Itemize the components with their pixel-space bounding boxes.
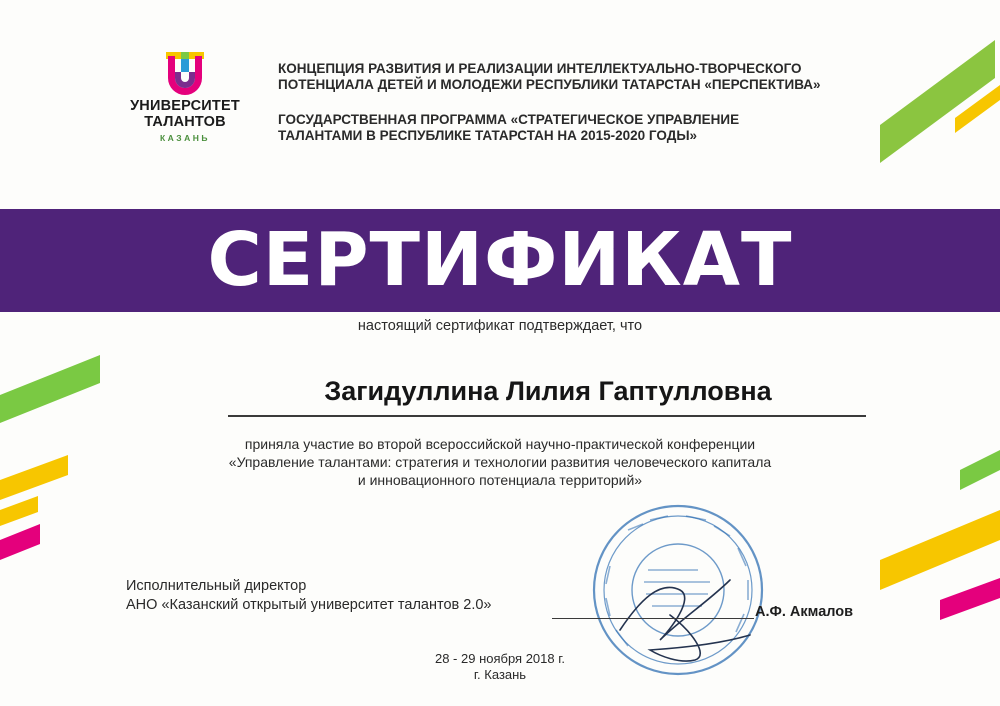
logo-text-line-2: ТАЛАНТОВ — [144, 114, 226, 130]
university-logo-icon — [159, 48, 211, 98]
signature-line — [552, 618, 754, 619]
participation-line-2: «Управление талантами: стратегия и технологии развития человеческого капитала — [228, 454, 772, 470]
stripe-left-yellow-2 — [0, 496, 38, 526]
program-concept — [278, 61, 878, 93]
stripe-right-green — [960, 450, 1000, 490]
recipient-name: Загидуллина Лилия Гаптулловна — [324, 376, 772, 406]
logo-city: КАЗАНЬ — [159, 133, 211, 143]
certificate-title: СЕРТИФИКАТ — [207, 217, 793, 303]
program-concept-line-2: ПОТЕНЦИАЛА ДЕТЕЙ И МОЛОДЕЖИ РЕСПУБЛИКИ ТАТАРСТАН «ПЕРСПЕКТИВА» — [278, 77, 821, 92]
logo-text-line-1: УНИВЕРСИТЕТ — [130, 98, 240, 114]
program-state-line-1: ГОСУДАРСТВЕННАЯ ПРОГРАММА «СТРАТЕГИЧЕСКОЕ УПРАВЛЕНИЕ — [278, 112, 740, 127]
participation-line-1: приняла участие во второй всероссийской научно-практической конференции — [244, 436, 756, 452]
program-state-line-2: ТАЛАНТАМИ В РЕСПУБЛИКЕ ТАТАРСТАН НА 2015-2020 ГОДЫ» — [278, 128, 698, 143]
event-details — [0, 651, 1000, 683]
stripe-left-green — [0, 355, 100, 423]
signatory — [126, 577, 492, 615]
participation-text — [150, 435, 850, 489]
stripe-left-yellow — [0, 455, 68, 500]
certificate-subtitle: настоящий сертификат подтверждает, что — [357, 318, 643, 334]
signatory-position: Исполнительный директор — [126, 578, 307, 594]
event-place: г. Казань — [473, 667, 527, 682]
signatory-organization: АНО «Казанский открытый университет талантов 2.0» — [126, 597, 492, 613]
program-state — [278, 112, 878, 144]
recipient-underline — [228, 415, 866, 417]
program-concept-line-1: КОНЦЕПЦИЯ РАЗВИТИЯ И РЕАЛИЗАЦИИ ИНТЕЛЛЕКТУАЛЬНО-ТВОРЧЕСКОГО — [278, 61, 802, 76]
stripe-right-yellow — [880, 510, 1000, 590]
stripe-right-magenta — [940, 578, 1000, 620]
logo — [130, 48, 240, 143]
participation-line-3: и инновационного потенциала территорий» — [357, 472, 643, 488]
signatory-name: А.Ф. Акмалов — [755, 604, 854, 620]
event-date: 28 - 29 ноября 2018 г. — [434, 651, 565, 666]
stripe-left-magenta — [0, 524, 40, 560]
